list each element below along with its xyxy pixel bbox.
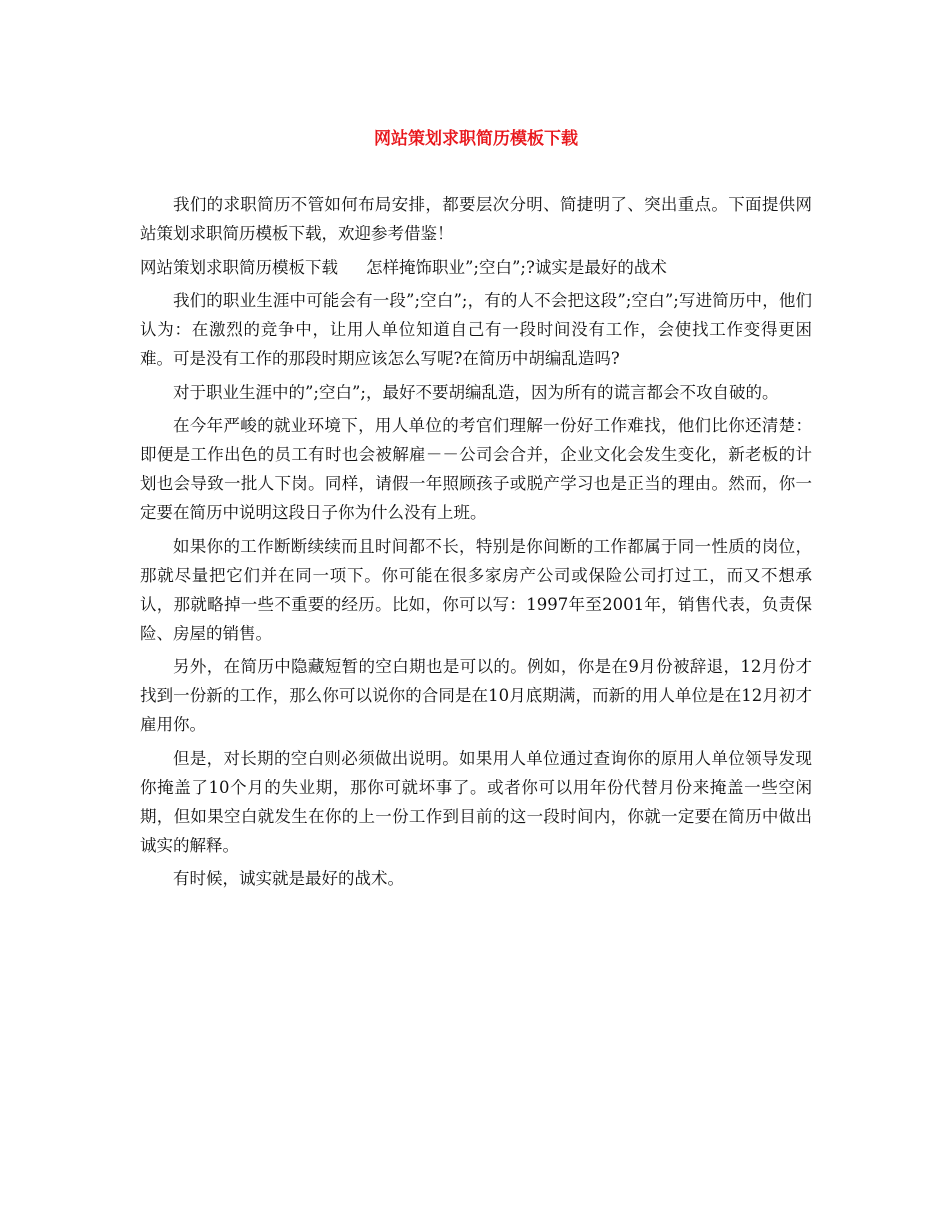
body-paragraph-1: 我们的职业生涯中可能会有一段”;空白”;，有的人不会把这段”;空白”;写进简历中，他们认为：在激烈的竞争中，让用人单位知道自己有一段时间没有工作，会使找工作变得更困难。可是没有工作的那段时期应该怎么写呢?在简历中胡编乱造吗?: [140, 291, 812, 368]
intro-paragraph: 我们的求职简历不管如何布局安排，都要层次分明、简捷明了、突出重点。下面提供网站策划求职简历模板下载，欢迎参考借鉴！: [140, 195, 812, 243]
document-title: 网站策划求职简历模板下载: [374, 129, 578, 149]
subheading-line: [140, 253, 812, 282]
body-paragraph-4: 如果你的工作断断续续而且时间都不长，特别是你间断的工作都属于同一性质的岗位，那就尽量把它们并在同一项下。你可能在很多家房产公司或保险公司打过工，而又不想承认，那就略掉一些不重要的经历。比如，你可以写：1997年至2001年，销售代表，负责保险、房屋的销售。: [140, 536, 812, 643]
subheading-right: 怎样掩饰职业”;空白”;?诚实是最好的战术: [366, 257, 667, 277]
document-body: [140, 190, 812, 898]
body-paragraph-3: 在今年严峻的就业环境下，用人单位的考官们理解一份好工作难找，他们比你还清楚：即便是工作出色的员工有时也会被解雇－－公司会合并，企业文化会发生变化，新老板的计划也会导致一批人下岗。同样，请假一年照顾孩子或脱产学习也是正当的理由。然而，你一定要在简历中说明这段日子你为什么没有上班。: [140, 416, 812, 522]
body-paragraph-2: 对于职业生涯中的”;空白”;，最好不要胡编乱造，因为所有的谎言都会不攻自破的。: [173, 382, 779, 402]
body-paragraph-6: 但是，对长期的空白则必须做出说明。如果用人单位通过查询你的原用人单位领导发现你掩盖了10个月的失业期，那你可就坏事了。或者你可以用年份代替月份来掩盖一些空闲期，但如果空白就发生在你的上一份工作到目前的这一段时间内，你就一定要在简历中做出诚实的解释。: [140, 748, 812, 855]
subheading-left: 网站策划求职简历模板下载: [140, 257, 338, 277]
body-paragraph-5: 另外，在简历中隐藏短暂的空白期也是可以的。例如，你是在9月份被辞退，12月份才找到一份新的工作，那么你可以说你的合同是在10月底期满，而新的用人单位是在12月初才雇用你。: [140, 657, 812, 734]
body-paragraph-7: 有时候，诚实就是最好的战术。: [173, 869, 404, 888]
